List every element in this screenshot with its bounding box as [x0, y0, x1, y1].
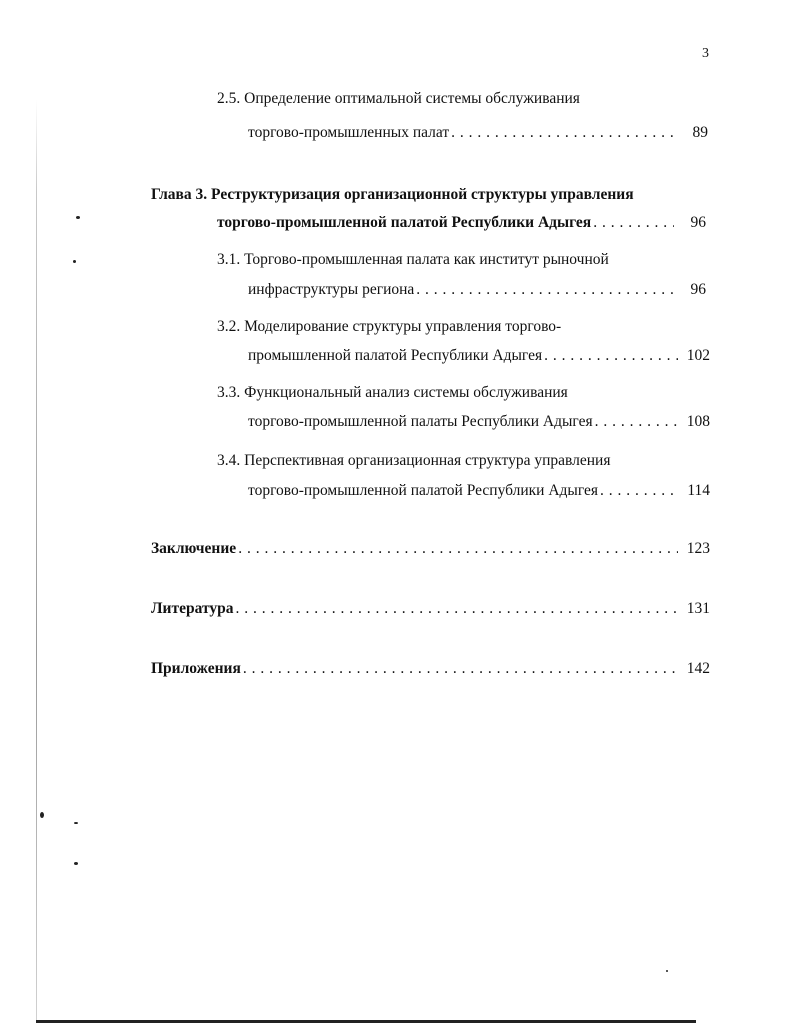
scan-speck [74, 862, 78, 865]
toc-entry-3-2-line1 [217, 318, 677, 336]
toc-entry-text: инфраструктуры региона [248, 281, 415, 298]
toc-entry-3-3-line1 [217, 384, 677, 402]
dot-leader [235, 600, 678, 618]
toc-entry-text: 2.5. Определение оптимальной системы обслуживания [217, 90, 580, 107]
toc-section-title: Заключение [151, 540, 237, 557]
scan-speck [666, 970, 668, 972]
toc-entry-text: торгово-промышленной палатой Республики Адыгея [248, 482, 598, 499]
dot-leader [451, 124, 676, 142]
scan-speck [73, 260, 76, 263]
toc-chapter-3-line2 [217, 214, 706, 232]
toc-section-title: Приложения [151, 660, 241, 677]
toc-page-ref: 114 [687, 482, 710, 499]
toc-page-ref: 96 [690, 214, 706, 231]
toc-entry-text: торгово-промышленных палат [248, 124, 450, 141]
toc-entry-3-2-line2 [248, 347, 710, 365]
toc-conclusion [151, 540, 710, 558]
dot-leader [416, 281, 674, 299]
toc-page-ref: 131 [686, 600, 710, 617]
toc-chapter-3-line1 [151, 186, 711, 204]
dot-leader [593, 214, 674, 232]
page-number: 3 [702, 46, 709, 61]
toc-page-ref: 89 [692, 124, 708, 141]
toc-section-title: Литература [151, 600, 234, 617]
toc-page-ref: 102 [686, 347, 710, 364]
dot-leader [243, 660, 678, 678]
toc-entry-3-1-line2 [248, 281, 706, 299]
scan-edge-left [36, 100, 37, 1020]
toc-entry-text: 3.2. Моделирование структуры управления торгово- [217, 318, 562, 335]
toc-entry-text: промышленной палатой Республики Адыгея [248, 347, 543, 364]
scan-speck [40, 812, 44, 818]
toc-literature [151, 600, 710, 618]
toc-entry-text: 3.3. Функциональный анализ системы обслуживания [217, 384, 568, 401]
toc-entry-text: 3.1. Торгово-промышленная палата как институт рыночной [217, 251, 609, 268]
toc-entry-3-4-line2 [248, 482, 710, 500]
toc-page-ref: 142 [686, 660, 710, 677]
toc-entry-2-5-line1 [217, 90, 677, 108]
toc-page-ref: 108 [686, 413, 710, 430]
toc-entry-3-1-line1 [217, 251, 677, 269]
toc-entry-3-3-line2 [248, 413, 710, 431]
toc-page-ref: 123 [686, 540, 710, 557]
scan-speck [76, 216, 80, 219]
dot-leader [544, 347, 678, 365]
toc-entry-2-5-line2 [248, 124, 708, 142]
toc-page-ref: 96 [690, 281, 706, 298]
scan-edge-bottom [36, 1020, 696, 1023]
toc-chapter-text: торгово-промышленной палатой Республики Адыгея [217, 214, 592, 231]
toc-appendices [151, 660, 710, 678]
dot-leader [238, 540, 678, 558]
toc-entry-3-4-line1 [217, 452, 677, 470]
toc-entry-text: 3.4. Перспективная организационная структура управления [217, 452, 611, 469]
toc-entry-text: торгово-промышленной палаты Республики Адыгея [248, 413, 593, 430]
dot-leader [600, 482, 678, 500]
scan-speck [74, 822, 78, 824]
toc-chapter-text: Глава 3. Реструктуризация организационной структуры управления [151, 186, 634, 203]
dot-leader [595, 413, 678, 431]
